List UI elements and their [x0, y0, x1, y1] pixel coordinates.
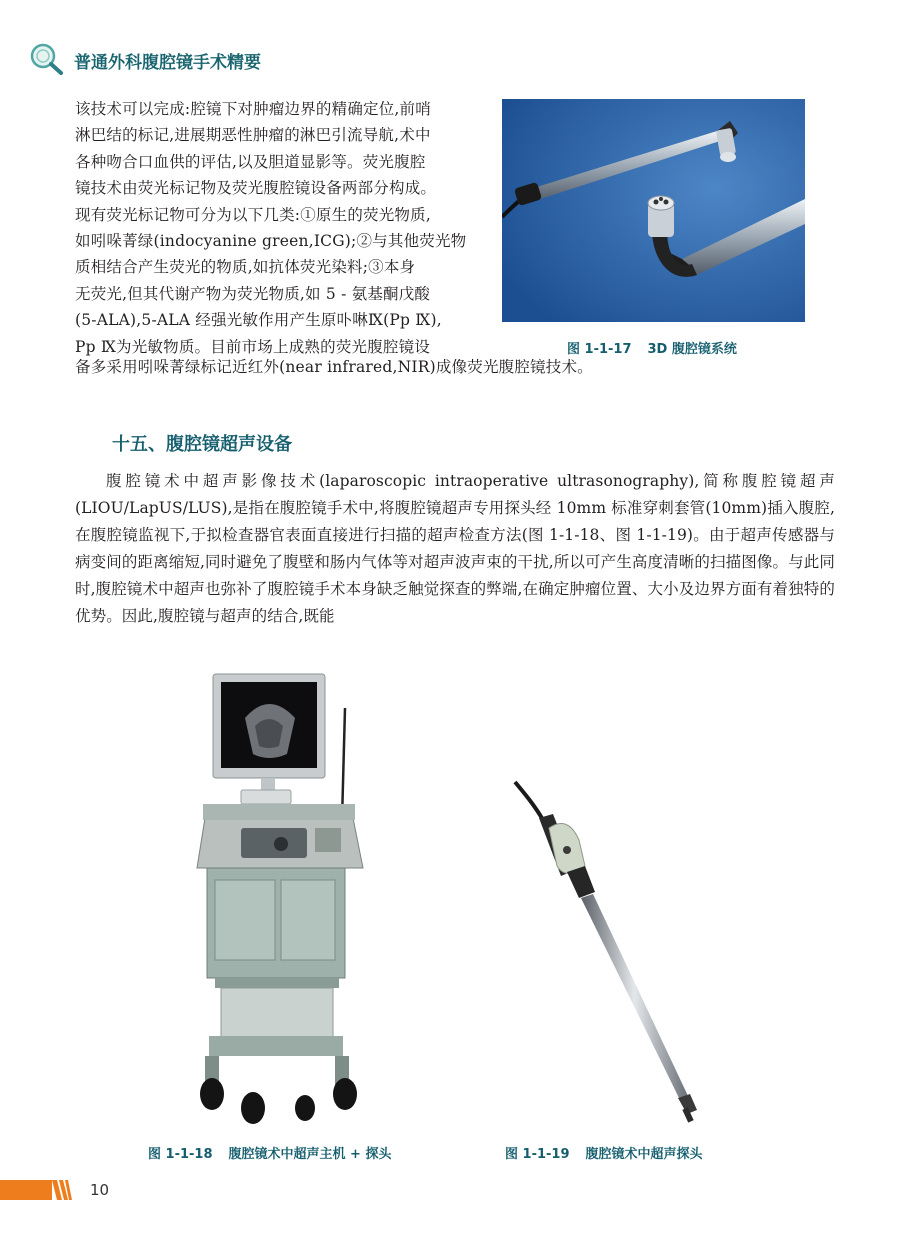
text-line: 质相结合产生荧光的物质,如抗体荧光染料;③本身	[75, 258, 416, 277]
figure-caption-text: 腹腔镜术中超声主机 + 探头	[228, 1147, 392, 1162]
section-paragraph: 腹腔镜术中超声影像技术(laparoscopic intraoperative ultrasonography),简称腹腔镜超声(LIOU/LapUS/LUS),是指在腹腔镜手术中,将腹腔镜超声专用探头经 10mm 标准穿刺套管(10mm)插入腹腔,在腹腔镜监视下,于拟检查器官表面直接进行扫描的超声检查方法(图 1-1-18、图 1-1-19)。由于超声传感器与病变间的距离缩短,同时避免了腹壁和肠内气体等对超声波声束的干扰,所以可产生高度清晰的扫描图像。与此同时,腹腔镜术中超声也弥补了腹腔镜手术本身缺乏触觉探查的弊端,在确定肿瘤位置、大小及边界方面有着独特的优势。因此,腹腔镜与超声的结合,既能	[75, 472, 835, 625]
text-line: Pp Ⅸ为光敏物质。目前市场上成熟的荧光腹腔镜设	[75, 337, 431, 356]
intro-paragraph-tail	[75, 354, 835, 380]
section-heading: 十五、腹腔镜超声设备	[112, 434, 292, 455]
text-line: 各种吻合口血供的评估,以及胆道显影等。荧光腹腔	[75, 152, 426, 171]
text-line: 如吲哚菁绿(indocyanine green,ICG);②与其他荧光物	[75, 232, 467, 251]
page-number: 10	[90, 1181, 110, 1199]
figure-caption-19	[505, 1143, 703, 1162]
page-corner-stripes	[0, 1180, 72, 1200]
running-header	[26, 40, 886, 80]
text-line: 该技术可以完成:腔镜下对肿瘤边界的精确定位,前哨	[75, 100, 431, 118]
figure-caption-18	[148, 1143, 391, 1162]
laparoscope-3d-image	[502, 99, 805, 322]
text-line: 备多采用吲哚菁绿标记近红外(near infrared,NIR)成像荧光腹腔镜技术。	[75, 358, 593, 376]
figure-number: 图 1-1-18	[148, 1147, 213, 1162]
text-line: (5-ALA),5-ALA 经强光敏作用产生原卟啉Ⅸ(Pp Ⅸ),	[75, 311, 442, 330]
intro-paragraph	[75, 96, 485, 360]
figure-number: 图 1-1-19	[505, 1147, 570, 1162]
text-line: 镜技术由荧光标记物及荧光腹腔镜设备两部分构成。	[75, 179, 437, 198]
figure-caption-text: 腹腔镜术中超声探头	[585, 1147, 703, 1162]
text-line: 现有荧光标记物可分为以下几类:①原生的荧光物质,	[75, 205, 431, 224]
magnifier-logo-icon	[26, 42, 66, 76]
figure-caption-17	[567, 338, 737, 357]
ultrasound-probe-image	[505, 780, 720, 1130]
ultrasound-cart-image	[185, 668, 375, 1128]
text-line: 淋巴结的标记,进展期恶性肿瘤的淋巴引流导航,术中	[75, 126, 431, 145]
figure-number: 图 1-1-17	[567, 342, 632, 357]
text-line: 无荧光,但其代谢产物为荧光物质,如 5 - 氨基酮戊酸	[75, 284, 431, 303]
book-title: 普通外科腹腔镜手术精要	[74, 53, 261, 73]
figure-caption-text: 3D 腹腔镜系统	[647, 342, 737, 357]
